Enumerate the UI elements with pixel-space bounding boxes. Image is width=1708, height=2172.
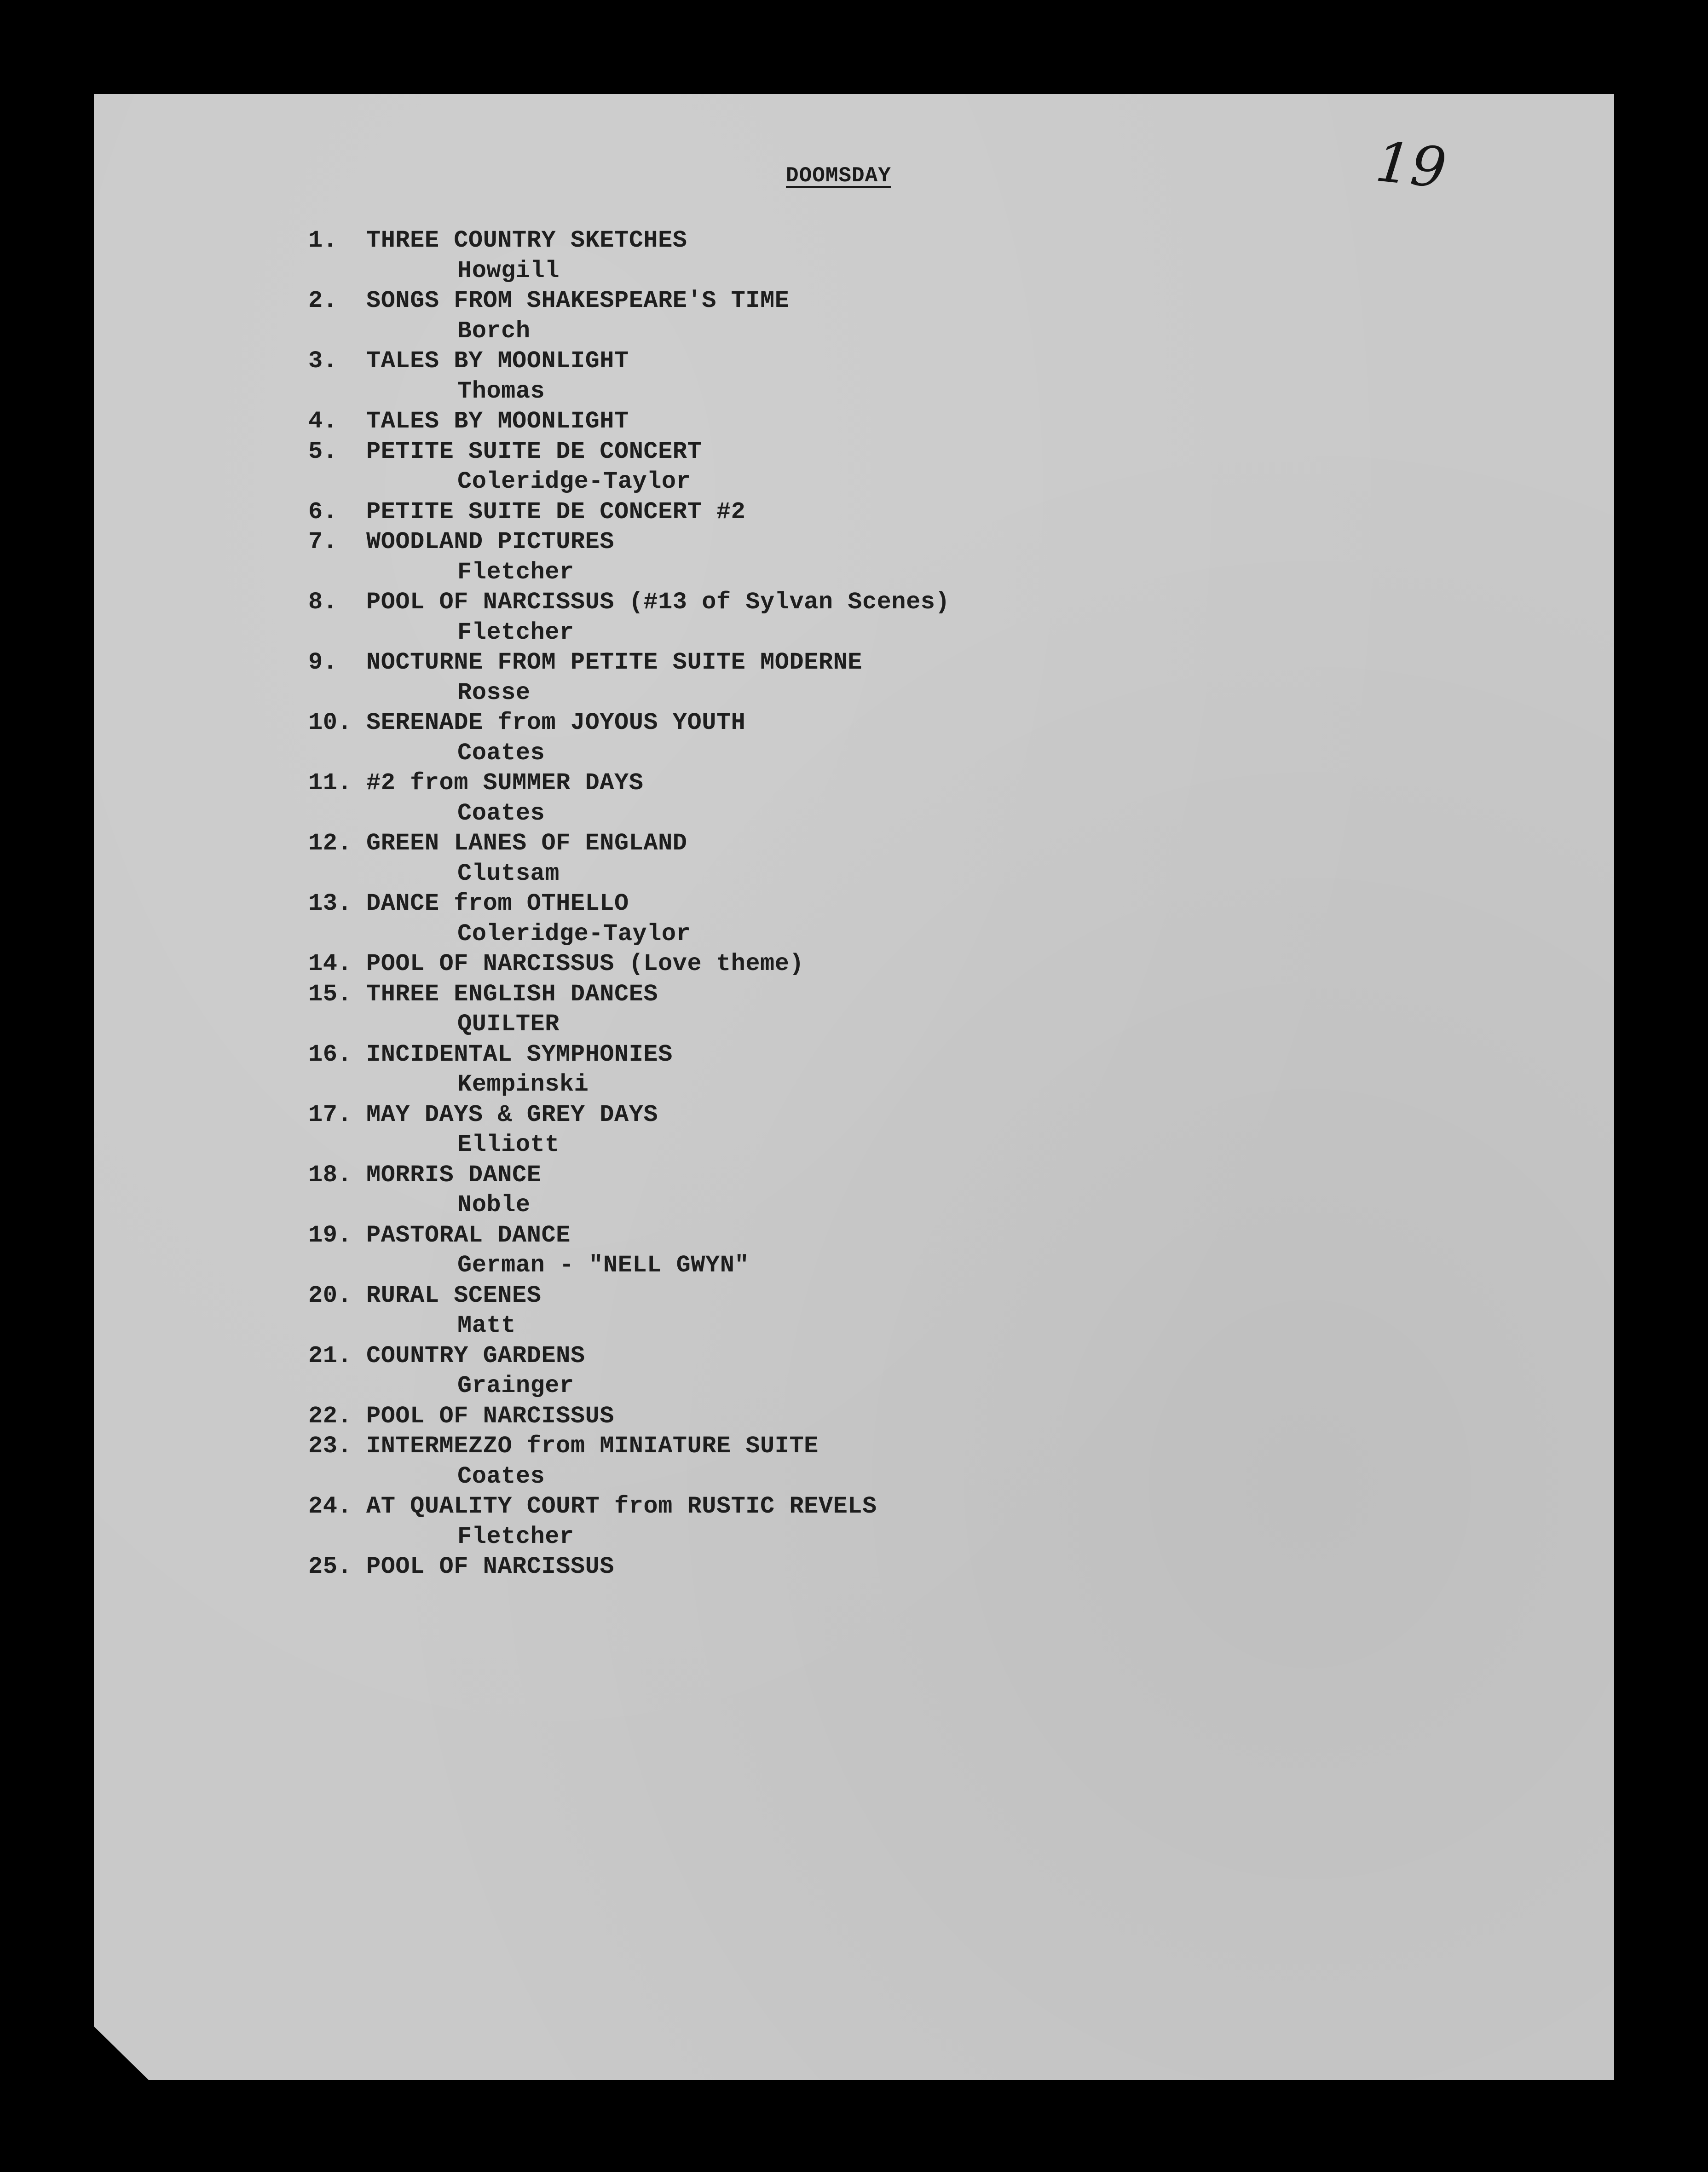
entry-title: INTERMEZZO from MINIATURE SUITE bbox=[366, 1433, 819, 1460]
entry-line bbox=[308, 437, 1505, 467]
entry-title: THREE COUNTRY SKETCHES bbox=[366, 227, 687, 254]
list-item bbox=[308, 1040, 1505, 1100]
entry-number: 25. bbox=[308, 1553, 352, 1580]
entry-title: DANCE from OTHELLO bbox=[366, 890, 629, 917]
entry-title: #2 from SUMMER DAYS bbox=[366, 769, 644, 797]
entry-title: NOCTURNE FROM PETITE SUITE MODERNE bbox=[366, 649, 862, 676]
entry-number: 17. bbox=[308, 1101, 352, 1128]
entry-title: POOL OF NARCISSUS bbox=[366, 1553, 614, 1580]
entry-number: 14. bbox=[308, 950, 352, 977]
list-item bbox=[308, 1431, 1505, 1491]
entry-number: 22. bbox=[308, 1402, 352, 1430]
entry-composer: Howgill bbox=[457, 257, 560, 284]
entry-composer: Coleridge-Taylor bbox=[457, 920, 691, 947]
entry-line bbox=[308, 225, 1505, 256]
list-item bbox=[308, 828, 1505, 889]
entry-line bbox=[308, 1040, 1505, 1070]
entry-line bbox=[308, 1160, 1505, 1190]
entry-composer: Fletcher bbox=[457, 1523, 574, 1550]
entry-title: INCIDENTAL SYMPHONIES bbox=[366, 1040, 673, 1068]
entry-number: 16. bbox=[308, 1040, 352, 1068]
entry-composer: Elliott bbox=[457, 1131, 560, 1158]
entry-composer: Fletcher bbox=[457, 558, 574, 586]
entry-line bbox=[308, 708, 1505, 738]
list-item bbox=[308, 889, 1505, 949]
entry-number: 13. bbox=[308, 890, 352, 917]
entry-title: SONGS FROM SHAKESPEARE'S TIME bbox=[366, 287, 790, 314]
entry-line bbox=[308, 1401, 1505, 1432]
list-item bbox=[308, 1100, 1505, 1160]
entry-line bbox=[308, 647, 1505, 678]
entry-title: RURAL SCENES bbox=[366, 1282, 542, 1309]
entry-title: SERENADE from JOYOUS YOUTH bbox=[366, 709, 746, 736]
entry-number: 6. bbox=[308, 498, 338, 526]
entry-line bbox=[308, 768, 1505, 798]
entry-title: MORRIS DANCE bbox=[366, 1161, 542, 1189]
entry-line bbox=[308, 1341, 1505, 1371]
handwritten-page-number: 19 bbox=[1373, 130, 1449, 201]
list-item bbox=[308, 1401, 1505, 1432]
entry-title: MAY DAYS & GREY DAYS bbox=[366, 1101, 658, 1128]
entry-number: 11. bbox=[308, 769, 352, 797]
entry-line bbox=[308, 346, 1505, 376]
entry-number: 3. bbox=[308, 347, 338, 375]
list-item bbox=[308, 1160, 1505, 1220]
entry-title: POOL OF NARCISSUS (#13 of Sylvan Scenes) bbox=[366, 589, 950, 616]
entry-line bbox=[308, 949, 1505, 979]
entry-line bbox=[308, 587, 1505, 618]
entry-number: 15. bbox=[308, 980, 352, 1008]
list-item bbox=[308, 1220, 1505, 1281]
entry-line bbox=[308, 1281, 1505, 1311]
program-list bbox=[308, 225, 1505, 1582]
list-item bbox=[308, 979, 1505, 1040]
entry-number: 12. bbox=[308, 830, 352, 857]
entry-title: WOODLAND PICTURES bbox=[366, 528, 614, 555]
entry-composer: Rosse bbox=[457, 679, 531, 706]
entry-composer: Coates bbox=[457, 739, 545, 767]
list-item bbox=[308, 708, 1505, 768]
entry-number: 8. bbox=[308, 589, 338, 616]
entry-title: TALES BY MOONLIGHT bbox=[366, 408, 629, 435]
entry-title: GREEN LANES OF ENGLAND bbox=[366, 830, 687, 857]
list-item bbox=[308, 1491, 1505, 1552]
entry-number: 23. bbox=[308, 1433, 352, 1460]
list-item bbox=[308, 647, 1505, 708]
entry-composer: German - "NELL GWYN" bbox=[457, 1252, 750, 1279]
list-item bbox=[308, 406, 1505, 437]
entry-line bbox=[308, 406, 1505, 437]
entry-composer: Coates bbox=[457, 1462, 545, 1490]
entry-title: COUNTRY GARDENS bbox=[366, 1342, 585, 1369]
entry-composer: Thomas bbox=[457, 377, 545, 405]
entry-composer: Borch bbox=[457, 317, 531, 345]
entry-line bbox=[308, 1491, 1505, 1522]
entry-line bbox=[308, 979, 1505, 1010]
entry-title: PASTORAL DANCE bbox=[366, 1221, 571, 1249]
entry-composer: Grainger bbox=[457, 1372, 574, 1399]
entry-number: 21. bbox=[308, 1342, 352, 1369]
entry-title: PETITE SUITE DE CONCERT bbox=[366, 438, 702, 465]
entry-number: 10. bbox=[308, 709, 352, 736]
list-item bbox=[308, 286, 1505, 346]
list-item bbox=[308, 497, 1505, 527]
entry-composer: Coates bbox=[457, 799, 545, 827]
entry-composer: Noble bbox=[457, 1191, 531, 1219]
entry-line bbox=[308, 1552, 1505, 1582]
document-title: DOOMSDAY bbox=[786, 164, 891, 188]
entry-number: 1. bbox=[308, 227, 338, 254]
list-item bbox=[308, 768, 1505, 828]
entry-composer: QUILTER bbox=[457, 1011, 560, 1038]
entry-number: 18. bbox=[308, 1161, 352, 1189]
entry-number: 19. bbox=[308, 1221, 352, 1249]
entry-line bbox=[308, 1100, 1505, 1130]
entry-title: PETITE SUITE DE CONCERT #2 bbox=[366, 498, 746, 526]
entry-line bbox=[308, 889, 1505, 919]
entry-line bbox=[308, 527, 1505, 557]
list-item bbox=[308, 949, 1505, 979]
entry-number: 4. bbox=[308, 408, 338, 435]
entry-number: 9. bbox=[308, 649, 338, 676]
list-item bbox=[308, 587, 1505, 647]
list-item bbox=[308, 527, 1505, 587]
entry-composer: Coleridge-Taylor bbox=[457, 468, 691, 495]
list-item bbox=[308, 437, 1505, 497]
entry-line bbox=[308, 828, 1505, 859]
entry-composer: Fletcher bbox=[457, 618, 574, 646]
entry-number: 5. bbox=[308, 438, 338, 465]
entry-line bbox=[308, 497, 1505, 527]
list-item bbox=[308, 225, 1505, 286]
entry-title: POOL OF NARCISSUS (Love theme) bbox=[366, 950, 804, 977]
list-item bbox=[308, 346, 1505, 406]
entry-line bbox=[308, 286, 1505, 316]
entry-number: 20. bbox=[308, 1282, 352, 1309]
entry-composer: Kempinski bbox=[457, 1071, 589, 1098]
entry-title: AT QUALITY COURT from RUSTIC REVELS bbox=[366, 1493, 877, 1520]
entry-number: 2. bbox=[308, 287, 338, 314]
entry-number: 24. bbox=[308, 1493, 352, 1520]
entry-composer: Clutsam bbox=[457, 860, 560, 887]
list-item bbox=[308, 1341, 1505, 1401]
list-item bbox=[308, 1552, 1505, 1582]
entry-line bbox=[308, 1431, 1505, 1461]
entry-composer: Matt bbox=[457, 1312, 516, 1339]
entry-line bbox=[308, 1220, 1505, 1251]
entry-number: 7. bbox=[308, 528, 338, 555]
entry-title: TALES BY MOONLIGHT bbox=[366, 347, 629, 375]
list-item bbox=[308, 1281, 1505, 1341]
entry-title: THREE ENGLISH DANCES bbox=[366, 980, 658, 1008]
entry-title: POOL OF NARCISSUS bbox=[366, 1402, 614, 1430]
